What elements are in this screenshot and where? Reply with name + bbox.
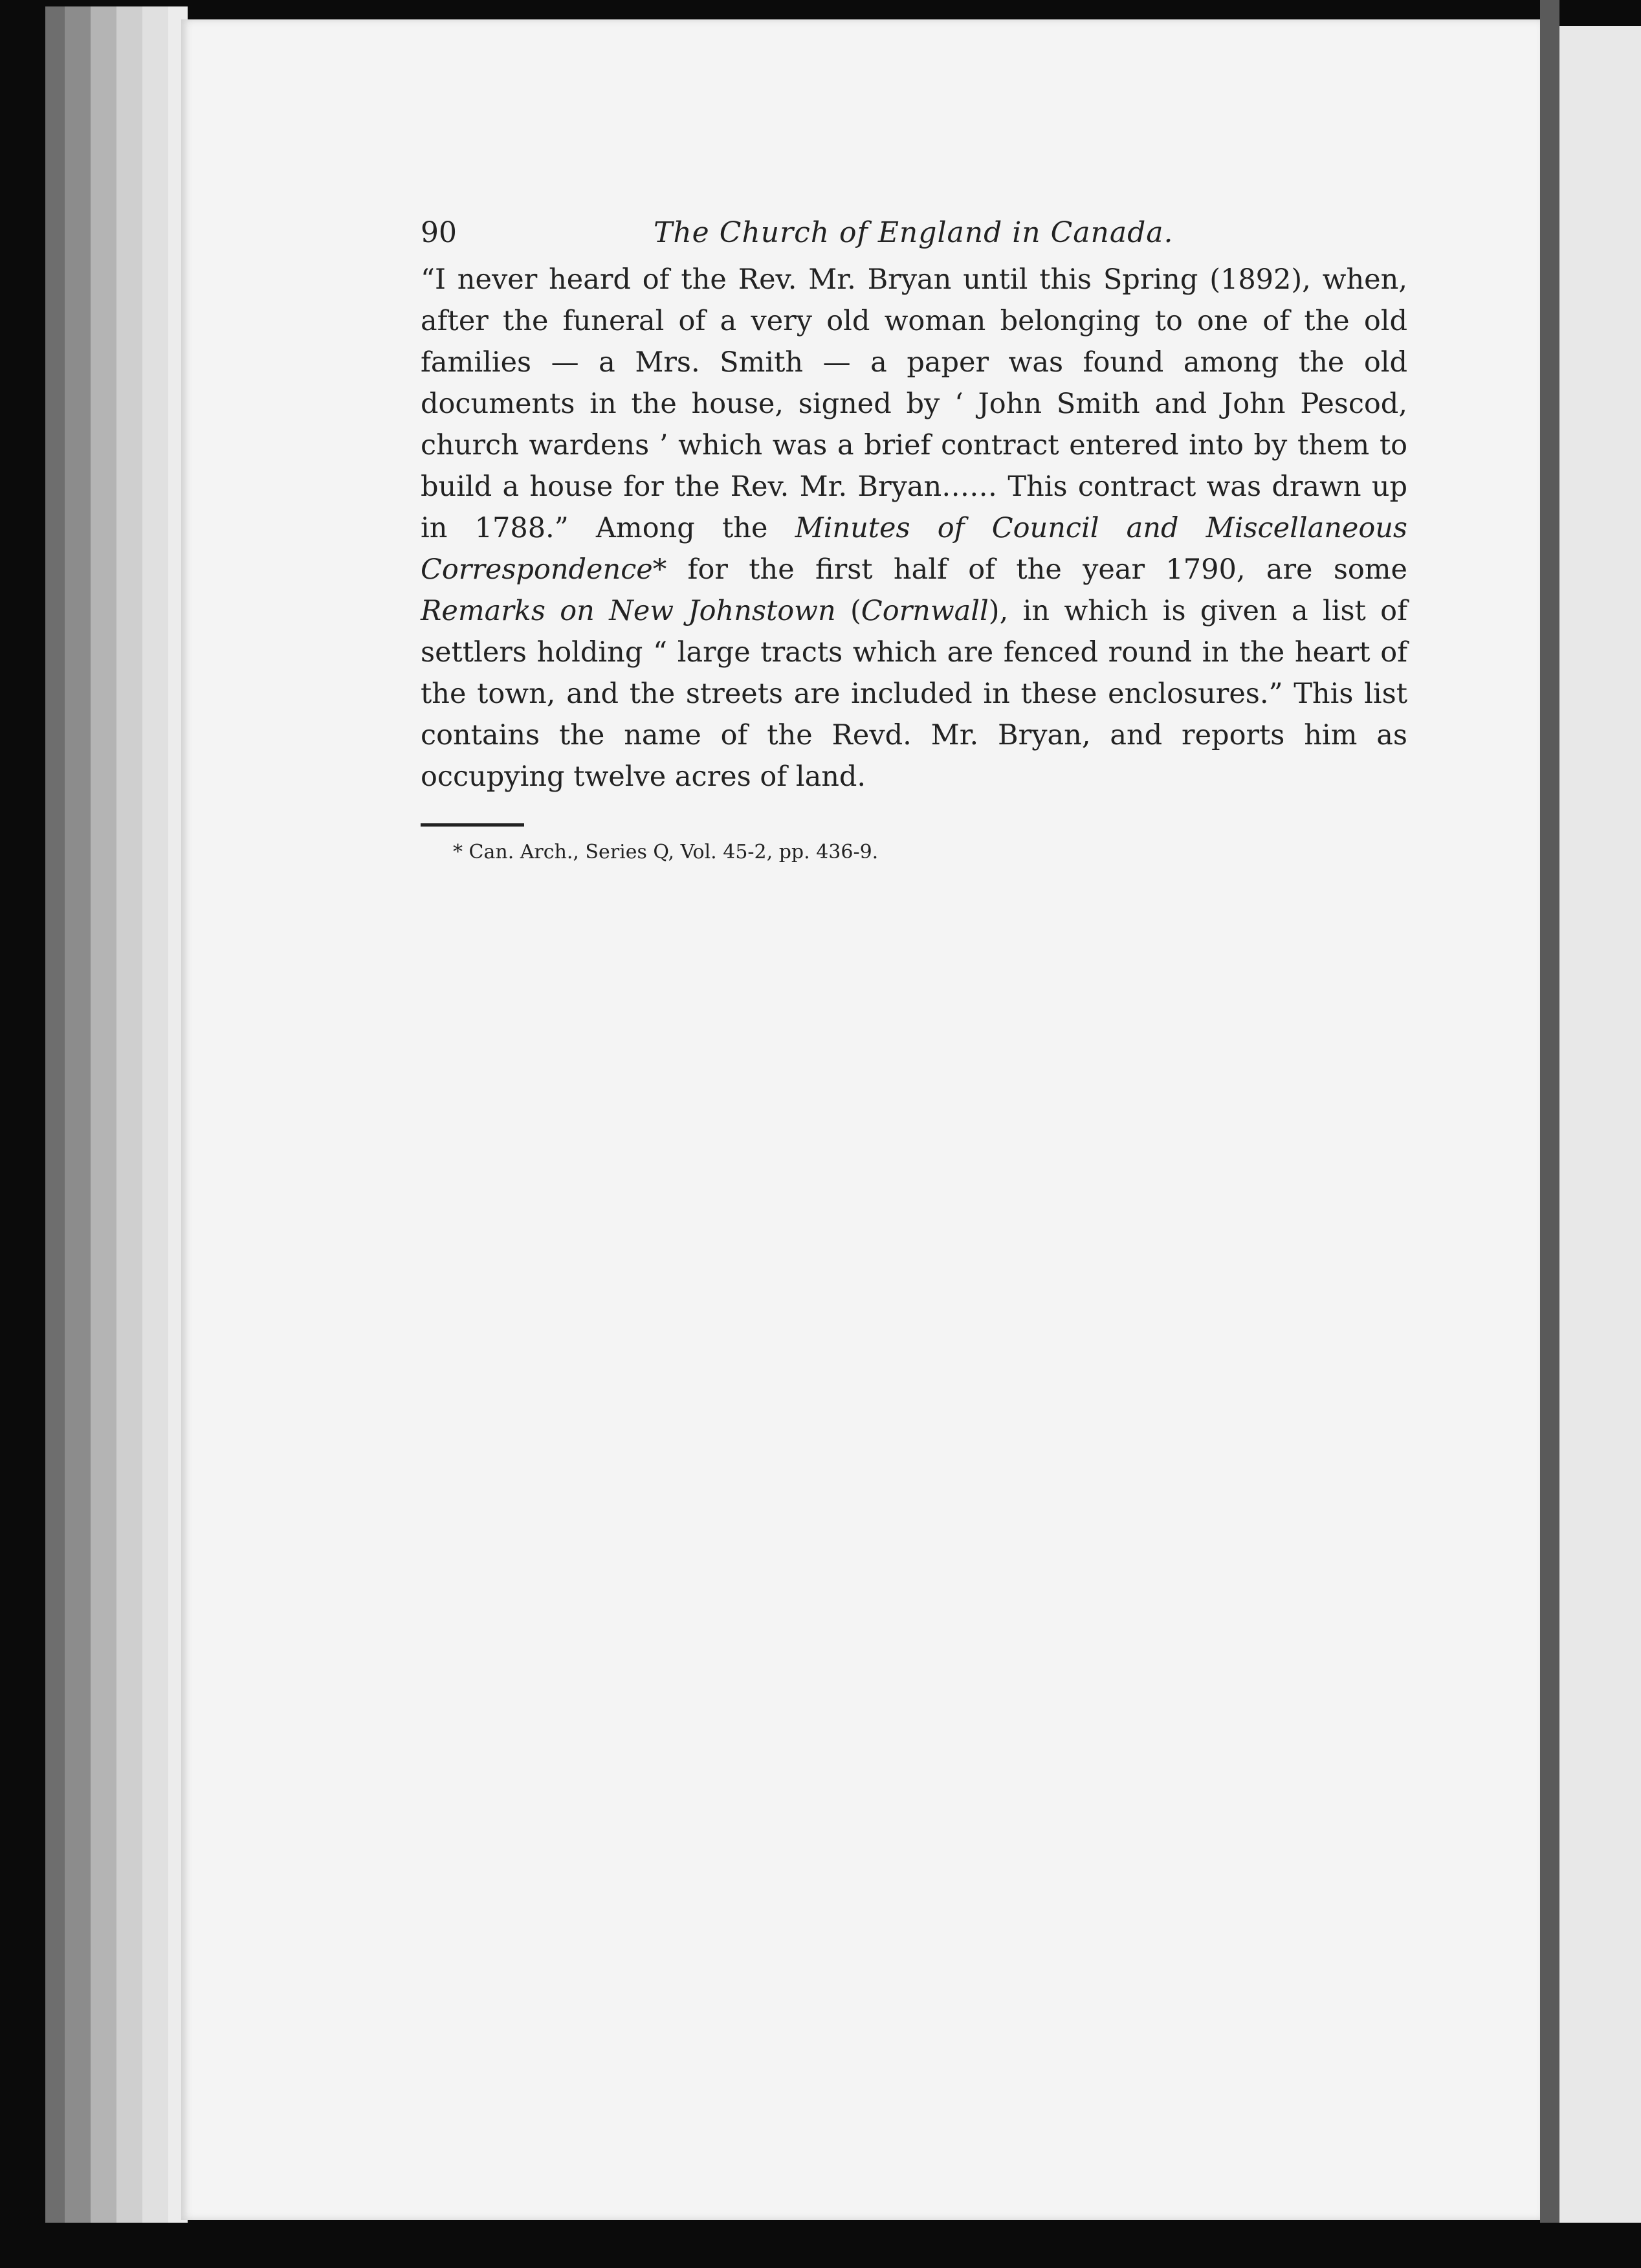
- book-gutter: [1540, 0, 1559, 2268]
- page-edge: [91, 6, 116, 2229]
- page-edge: [65, 6, 91, 2229]
- page-number: 90: [421, 216, 457, 249]
- footnote-rule: [421, 823, 524, 827]
- italic-title-minutes: Minutes of Council and Miscellaneous Correspondence: [421, 512, 1407, 586]
- page-content: [421, 207, 1407, 865]
- body-paragraph: [421, 259, 1407, 797]
- body-text-segment: ), in which is given a list of settlers holding “ large tracts which are fenced round in the heart of the town, and the streets are included in these enclosures.” This list contains the name of the Revd. Mr. Bryan, and reports him as occupying twelve acres of land.: [421, 595, 1407, 793]
- page-edge: [116, 6, 142, 2229]
- top-scan-border: [0, 0, 1641, 19]
- body-text-segment: * for the first half of the year 1790, are some: [652, 553, 1407, 586]
- running-head: [421, 207, 1407, 259]
- page-edge: [45, 6, 65, 2229]
- bottom-scan-border: [0, 2223, 1641, 2268]
- body-text-segment: “I never heard of the Rev. Mr. Bryan until this Spring (1892), when, after the funeral of a very old woman belonging to one of the old families — a Mrs. Smith — a paper was found among the old documents in the house, signed by ‘ John Smith and John Pescod, church wardens ’ which was a brief contract entered into by them to build a house for the Rev. Mr. Bryan…… This contract was drawn up in 1788.” Among the: [421, 263, 1407, 544]
- running-title: The Church of England in Canada.: [654, 216, 1174, 249]
- page-edge: [142, 6, 168, 2229]
- italic-place-cornwall: Cornwall: [861, 595, 989, 627]
- body-text-segment: (: [835, 595, 861, 627]
- footnote: * Can. Arch., Series Q, Vol. 45-2, pp. 436-9.: [453, 841, 879, 863]
- italic-title-remarks: Remarks on New Johnstown: [421, 595, 836, 627]
- facing-page-edge: [1559, 26, 1641, 2227]
